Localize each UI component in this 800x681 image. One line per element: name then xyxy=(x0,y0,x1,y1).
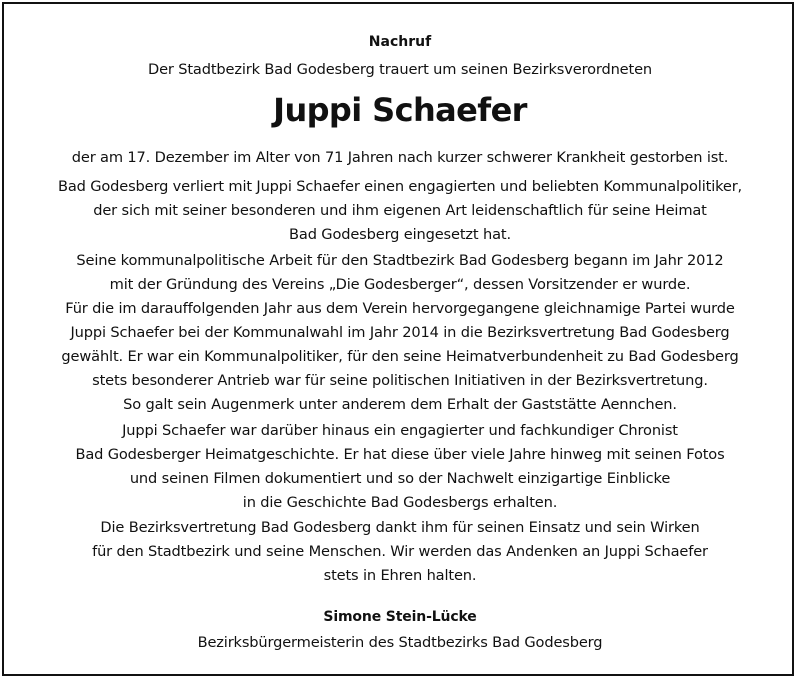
text-line: mit der Gründung des Vereins „Die Godesberger“, dessen Vorsitzender er wurde. xyxy=(109,276,691,293)
deceased-name: Juppi Schaefer xyxy=(273,91,527,129)
signer-name: Simone Stein-Lücke xyxy=(323,609,477,625)
text-line: Die Bezirksvertretung Bad Godesberg dankt ihm für seinen Einsatz und sein Wirken xyxy=(100,519,700,536)
text-line: Bad Godesberg eingesetzt hat. xyxy=(289,226,511,243)
text-line: und seinen Filmen dokumentiert und so der Nachwelt einzigartige Einblicke xyxy=(129,470,671,487)
notice-intro: Der Stadtbezirk Bad Godesberg trauert um seinen Bezirksverordneten xyxy=(147,61,653,78)
signer-title: Bezirksbürgermeisterin des Stadtbezirks Bad Godesberg xyxy=(197,634,603,651)
paragraph-thanks xyxy=(0,516,800,588)
text-line: Seine kommunalpolitische Arbeit für den Stadtbezirk Bad Godesberg begann im Jahr 2012 xyxy=(76,252,724,269)
text-line: Für die im darauffolgenden Jahr aus dem Verein hervorgegangene gleichnamige Partei wurde xyxy=(65,300,735,317)
text-line: Juppi Schaefer war darüber hinaus ein engagierter und fachkundiger Chronist xyxy=(122,422,678,439)
text-line: für den Stadtbezirk und seine Menschen. Wir werden das Andenken an Juppi Schaefer xyxy=(92,543,708,560)
notice-heading: Nachruf xyxy=(368,34,432,50)
paragraph-tribute xyxy=(0,175,800,247)
text-line: Bad Godesberg verliert mit Juppi Schaefer einen engagierten und beliebten Kommunalpolitiker, xyxy=(57,178,743,195)
text-line: Juppi Schaefer bei der Kommunalwahl im Jahr 2014 in die Bezirksvertretung Bad Godesberg xyxy=(70,324,730,341)
death-line: der am 17. Dezember im Alter von 71 Jahren nach kurzer schwerer Krankheit gestorben ist. xyxy=(71,149,729,166)
paragraph-career xyxy=(0,249,800,417)
text-line: Bad Godesberger Heimatgeschichte. Er hat diese über viele Jahre hinweg mit seinen Fotos xyxy=(75,446,725,463)
paragraph-chronist xyxy=(0,419,800,515)
text-line: in die Geschichte Bad Godesbergs erhalten. xyxy=(242,494,558,511)
text-line: stets besonderer Antrieb war für seine politischen Initiativen in der Bezirksvertretung. xyxy=(92,372,708,389)
text-line: gewählt. Er war ein Kommunalpolitiker, für den seine Heimatverbundenheit zu Bad Godesberg xyxy=(61,348,739,365)
text-line: stets in Ehren halten. xyxy=(323,567,477,584)
text-line: der sich mit seiner besonderen und ihm eigenen Art leidenschaftlich für seine Heimat xyxy=(93,202,707,219)
text-line: So galt sein Augenmerk unter anderem dem Erhalt der Gaststätte Aennchen. xyxy=(123,396,677,413)
